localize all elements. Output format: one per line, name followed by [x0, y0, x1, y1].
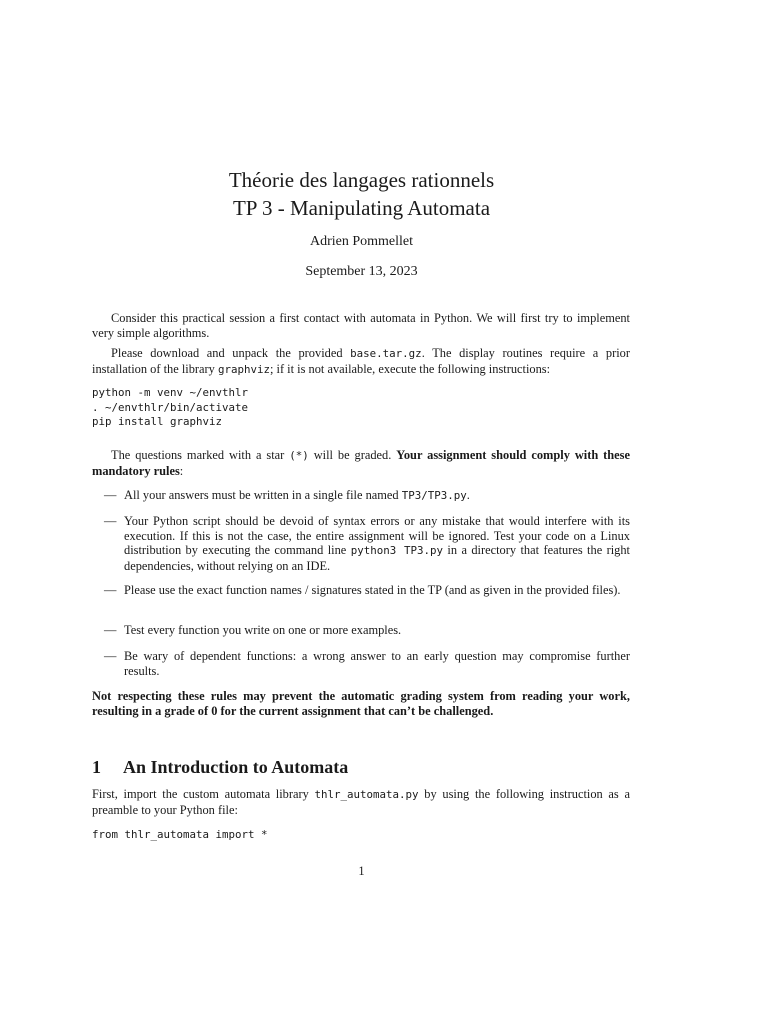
section-heading [92, 756, 348, 778]
list-bullet: — [104, 649, 117, 663]
list-bullet: — [104, 514, 117, 528]
command-line: python3 TP3.py [350, 544, 443, 558]
title-line-1: Théorie des langages rationnels [228, 168, 495, 192]
intro-paragraph-2-text-a: Please download and unpack the provided [111, 346, 351, 360]
import-code-block [92, 828, 268, 843]
code-line: . ~/envthlr/bin/activate [92, 400, 249, 414]
code-line: python -m venv ~/envthlr [92, 386, 249, 399]
section-text-b: by using the following instruction as a preamble to your Python file: [92, 787, 630, 817]
code-line: from thlr_automata import * [92, 828, 268, 841]
section-number: 1 [92, 757, 101, 777]
grading-text-c: : [179, 463, 184, 478]
intro-paragraph-1: Consider this practical session a first contact with automata in Python. We will first try to implement very simple algorithms. [92, 311, 630, 340]
rule-text-a: Your Python script should be devoid of syntax errors or any mistake that would interfere with its execution. If this is not the case, the entire assignment will be ignored. Test your code on a Linux distribution by executing the command line [124, 514, 630, 558]
author-name: Adrien Pommellet [309, 234, 414, 249]
list-bullet: — [104, 623, 117, 637]
document-date: September 13, 2023 [305, 264, 418, 279]
section-title-text: An Introduction to Automata [123, 757, 349, 777]
intro-paragraph-2-text-b: . The display routines require a prior installation of the library [92, 346, 630, 376]
star-marker: (*) [289, 449, 309, 462]
list-item-text [124, 514, 630, 573]
page-number: 1 [358, 864, 365, 878]
intro-paragraph-2-text-c: ; if it is not available, execute the following instructions: [269, 361, 551, 376]
grading-warning: Not respecting these rules may prevent the automatic grading system from reading your work, resulting in a grade of 0 for the current assignment that can’t be challenged. [92, 689, 630, 718]
section-paragraph [92, 787, 630, 817]
list-item-text: Be wary of dependent functions: a wrong answer to an early question may compromise further results. [124, 649, 630, 678]
library-name: graphviz [217, 362, 270, 376]
archive-filename: base.tar.gz [350, 347, 422, 360]
install-code-block [92, 386, 248, 430]
list-bullet: — [104, 583, 117, 597]
library-filename: thlr_automata.py [314, 788, 419, 801]
grading-paragraph [92, 448, 630, 478]
list-item-text: Please use the exact function names / signatures stated in the TP (and as given in the provided files). [124, 583, 621, 597]
list-item-text: Test every function you write on one or more examples. [124, 623, 402, 637]
list-item [92, 488, 630, 504]
list-item [92, 649, 630, 678]
grading-text-b: will be graded. [308, 448, 397, 462]
document-title [0, 166, 723, 222]
list-item-text [124, 488, 630, 504]
mandatory-rules-heading: Your assignment should comply with these mandatory rules [92, 448, 631, 478]
list-bullet: — [104, 488, 117, 502]
rule-text-a: All your answers must be written in a single file named [124, 488, 402, 502]
list-item [92, 583, 630, 598]
script-filename: TP3/TP3.py [401, 489, 467, 502]
code-line: pip install graphviz [92, 415, 223, 429]
section-text-a: First, import the custom automata library [92, 787, 315, 801]
rule-text-b: . [466, 488, 470, 502]
list-item [92, 514, 630, 573]
title-line-2: TP 3 - Manipulating Automata [232, 196, 491, 220]
list-item [92, 623, 630, 638]
grading-text-a: The questions marked with a star [111, 448, 290, 462]
rule-text-b: in a directory that features the right dependencies, without relying on an IDE. [124, 543, 630, 573]
intro-paragraph-2 [92, 346, 630, 377]
